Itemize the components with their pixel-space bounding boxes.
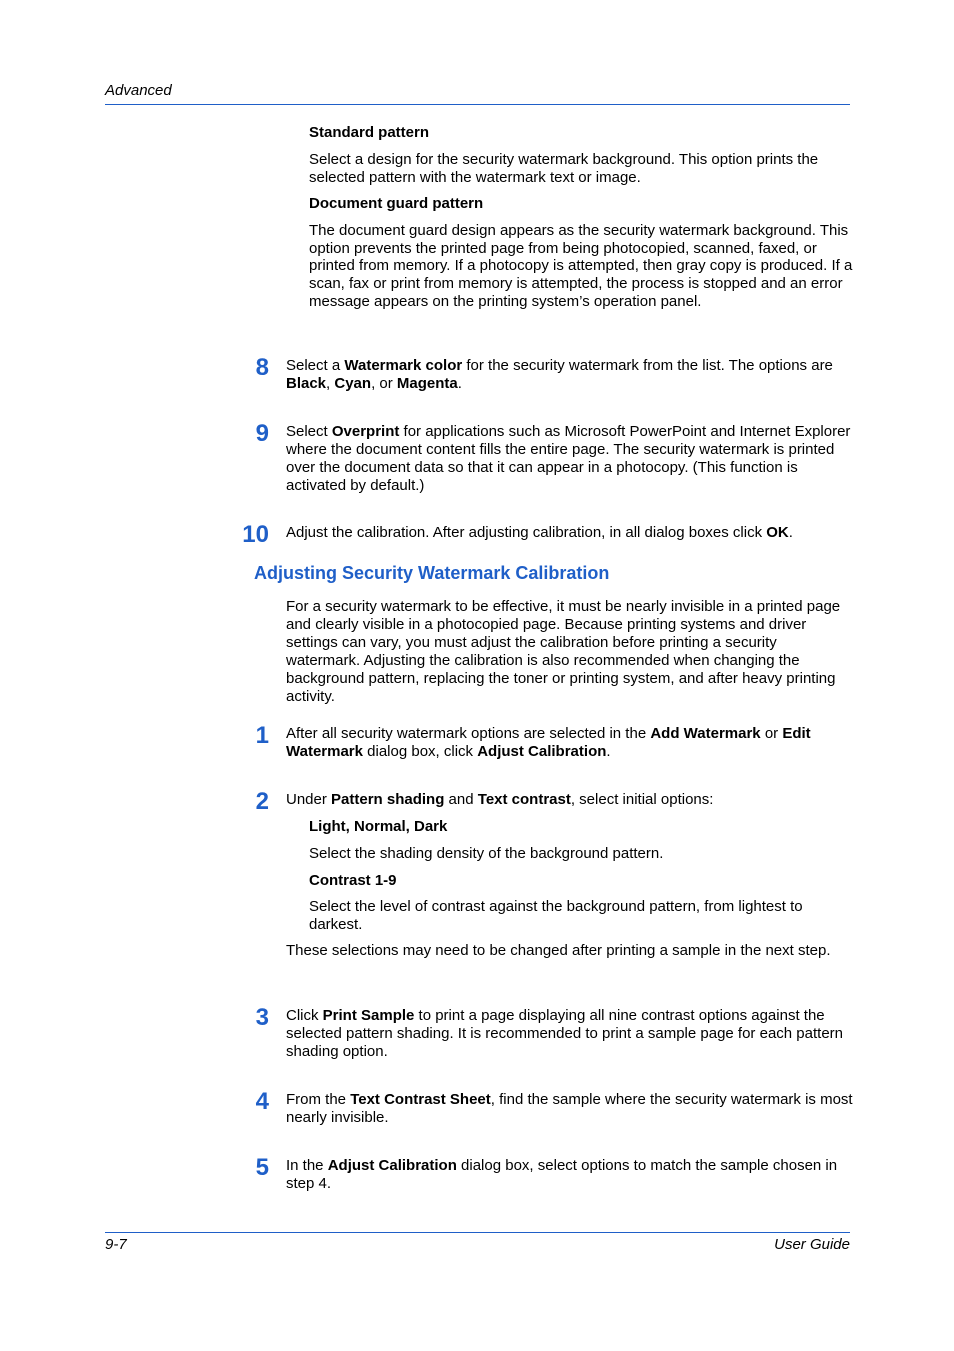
desc-shading: Select the shading density of the background pattern. <box>309 845 664 862</box>
text-run: After all security watermark options are selected in the <box>286 725 651 742</box>
step-number: 2 <box>255 788 269 815</box>
text-run: Click <box>286 1007 323 1024</box>
text-run: . <box>457 375 462 392</box>
text-run: . <box>788 524 793 541</box>
footer-rule <box>105 1232 850 1233</box>
text-run: From the <box>286 1091 351 1108</box>
ui-term: Add Watermark <box>650 725 761 742</box>
step-8-text <box>286 357 854 393</box>
ui-term: OK <box>766 524 789 541</box>
step-1-text <box>286 725 854 761</box>
ui-term: Text contrast <box>477 791 571 808</box>
step-number: 10 <box>242 521 269 548</box>
running-header: Advanced <box>105 82 172 99</box>
desc-contrast: Select the level of contrast against the background pattern, from lightest to darkest. <box>309 898 803 933</box>
text-run: and <box>444 791 478 808</box>
step-number: 1 <box>255 722 269 749</box>
text-run: Select <box>286 423 332 440</box>
text-run: In the <box>286 1157 328 1174</box>
step-number: 5 <box>255 1154 269 1181</box>
step-number: 4 <box>255 1088 269 1115</box>
section-intro: For a security watermark to be effective, it must be nearly invisible in a printed page and clearly visible in a photocopied page. Because printing systems and driver settings can vary, you must adjust the calibration before printing a security watermark. Adjusting the calibration is also recommended when changing the background pattern, replacing the toner or printing system, and after heavy printing activity. <box>286 598 841 705</box>
ui-term: Adjust Calibration <box>327 1157 457 1174</box>
text-run: . <box>606 743 611 760</box>
step-4-text <box>286 1091 854 1127</box>
text-run: Adjust the calibration. After adjusting calibration, in all dialog boxes click <box>286 524 767 541</box>
page-number: 9-7 <box>105 1236 127 1253</box>
text-run: dialog box, click <box>362 743 478 760</box>
text-run: or <box>760 725 783 742</box>
step-3-text <box>286 1007 854 1061</box>
section-heading: Adjusting Security Watermark Calibration <box>254 563 610 583</box>
ui-term: Black <box>286 375 327 392</box>
footer-title: User Guide <box>774 1236 850 1253</box>
ui-term: Overprint <box>331 423 400 440</box>
step-number: 3 <box>255 1004 269 1031</box>
ui-term: Cyan <box>334 375 372 392</box>
text-run: Under <box>286 791 332 808</box>
text-run: for applications such as Microsoft PowerPoint and Internet Explorer where the document content fills the entire page. The security watermark is printed over the document data so that it can appear in a photocopy. (This function is activated by default.) <box>286 423 851 494</box>
ui-term: Pattern shading <box>331 791 445 808</box>
step-number: 8 <box>255 354 269 381</box>
text-run: dialog box, select options to match the sample chosen in step 4. <box>286 1157 838 1192</box>
ui-term: Text Contrast Sheet <box>350 1091 491 1108</box>
text-run: for the security watermark from the list. The options are <box>462 357 833 374</box>
text-run: , <box>326 375 335 392</box>
term-document-guard-pattern: Document guard pattern <box>309 195 484 212</box>
ui-term: Print Sample <box>322 1007 415 1024</box>
text-run: , select initial options: <box>570 791 714 808</box>
step-10-text <box>286 524 854 542</box>
text-run: to print a page displaying all nine contrast options against the selected pattern shading. It is recommended to print a sample page for each pattern shading option. <box>286 1007 843 1060</box>
header-rule <box>105 104 850 105</box>
ui-term: Adjust Calibration <box>477 743 607 760</box>
step-2-note: These selections may need to be changed after printing a sample in the next step. <box>286 942 831 959</box>
ui-term: Edit Watermark <box>286 725 811 760</box>
text-run: Select a <box>286 357 345 374</box>
text-run: , or <box>371 375 397 392</box>
term-contrast: Contrast 1-9 <box>309 872 397 889</box>
step-9-text <box>286 423 854 495</box>
step-5-text <box>286 1157 854 1193</box>
desc-standard-pattern: Select a design for the security watermark background. This option prints the selected pattern with the watermark text or image. <box>309 151 819 186</box>
text-run: , find the sample where the security watermark is most nearly invisible. <box>286 1091 853 1126</box>
term-shading: Light, Normal, Dark <box>309 818 448 835</box>
desc-document-guard-pattern: The document guard design appears as the security watermark background. This option prevents the printed page from being photocopied, scanned, faxed, or printed from memory. If a photocopy is attempted, then gray copy is produced. If a scan, fax or print from memory is attempted, the process is stopped and an error message appears on the printing system’s operation panel. <box>309 222 853 310</box>
ui-term: Watermark color <box>344 357 463 374</box>
step-2-text <box>286 791 854 809</box>
term-standard-pattern: Standard pattern <box>309 124 430 141</box>
step-number: 9 <box>255 420 269 447</box>
ui-term: Magenta <box>396 375 458 392</box>
